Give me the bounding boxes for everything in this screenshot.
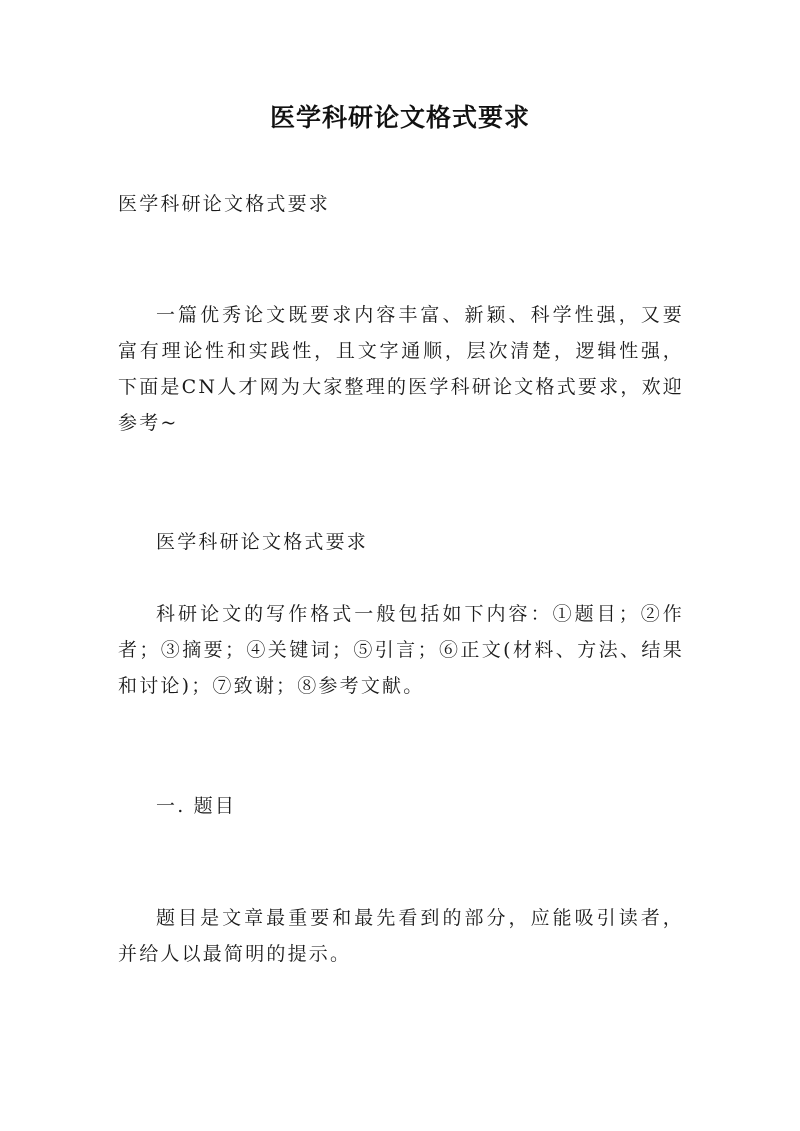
intro-paragraph: 一篇优秀论文既要求内容丰富、新颖、科学性强，又要富有理论性和实践性，且文字通顺，层次清楚，逻辑性强，下面是CN人才网为大家整理的医学科研论文格式要求，欢迎参考~ [118, 304, 684, 434]
section-heading: 医学科研论文格式要求 [156, 531, 369, 553]
format-list-paragraph: 科研论文的写作格式一般包括如下内容：①题目；②作者；③摘要；④关键词；⑤引言；⑥正文(材料、方法、结果和讨论)；⑦致谢；⑧参考文献。 [118, 603, 684, 697]
section1-body-paragraph: 题目是文章最重要和最先看到的部分，应能吸引读者，并给人以最简明的提示。 [118, 907, 684, 965]
document-subtitle: 医学科研论文格式要求 [118, 193, 331, 215]
document-title: 医学科研论文格式要求 [269, 103, 530, 132]
section1-heading: 一. 题目 [156, 795, 237, 817]
